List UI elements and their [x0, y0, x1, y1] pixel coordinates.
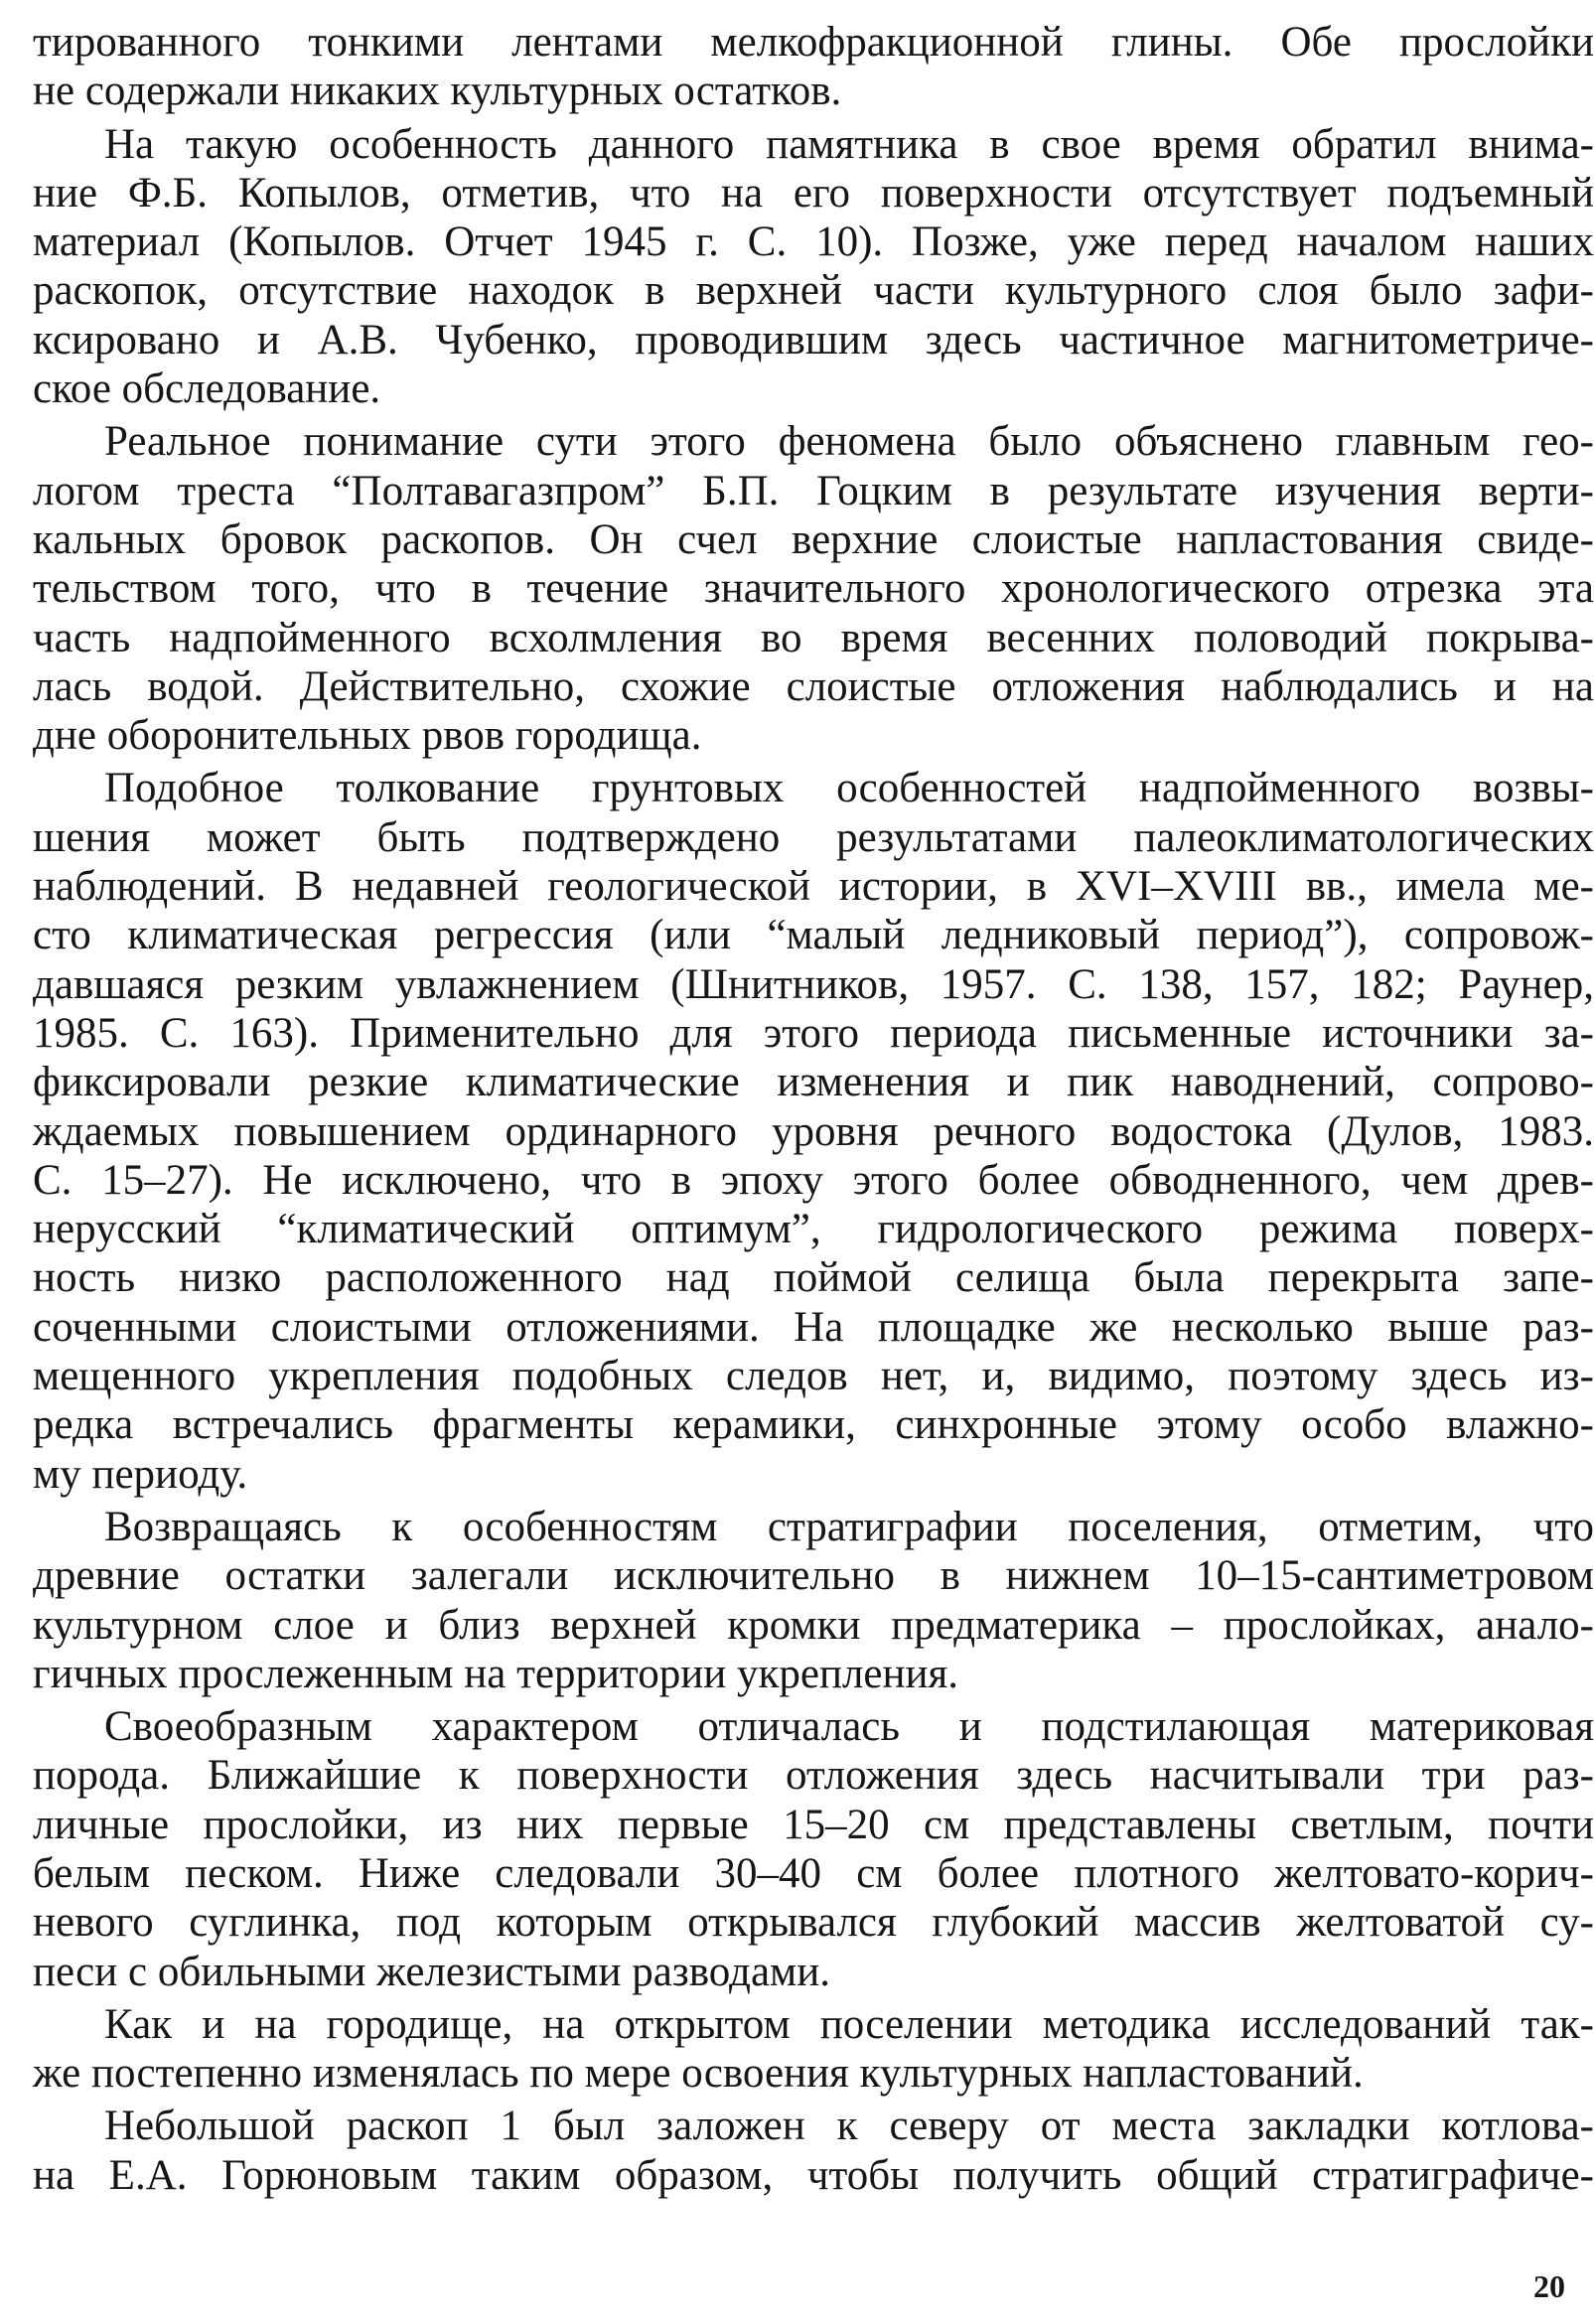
text-line: тельством того, что в течение значительного хронологического отрезка эта [33, 565, 1594, 613]
text-line: ское обследование. [33, 365, 381, 413]
paragraph-7 [33, 2000, 1594, 2099]
paragraph-5 [33, 1503, 1594, 1698]
text-line: невого суглинка, под которым открывался глубокий массив желтоватой су- [33, 1899, 1594, 1947]
text-line: му периоду. [33, 1450, 248, 1498]
text-line: Небольшой раскоп 1 был заложен к северу от места закладки котлова- [104, 2103, 1594, 2150]
paragraph-3 [33, 417, 1594, 760]
paragraph-4 [33, 764, 1594, 1498]
text-line: сто климатическая регрессия (или “малый ледниковый период”), сопровож- [33, 912, 1594, 959]
text-line: же постепенно изменялась по мере освоения культурных напластований. [33, 2050, 1364, 2098]
text-line: белым песком. Ниже следовали 30–40 см более плотного желтовато-корич- [33, 1849, 1594, 1897]
paragraph-2 [33, 120, 1594, 414]
page-number: 20 [1533, 2268, 1565, 2304]
text-line: Реальное понимание сути этого феномена было объяснено главным гео- [104, 418, 1594, 466]
text-line: культурном слое и близ верхней кромки предматерика – прослойках, анало- [33, 1601, 1594, 1649]
text-line: наблюдений. В недавней геологической истории, в XVI–XVIII вв., имела ме- [33, 863, 1594, 911]
text-line: древние остатки залегали исключительно в нижнем 10–15-сантиметровом [33, 1552, 1594, 1600]
text-line: раскопок, отсутствие находок в верхней части культурного слоя было зафи- [33, 267, 1594, 315]
text-line: песи с обильными железистыми разводами. [33, 1948, 830, 1995]
text-line: дне оборонительных рвов городища. [33, 712, 702, 760]
text-line: нерусский “климатический оптимум”, гидрологического режима поверх- [33, 1206, 1594, 1253]
text-line: соченными слоистыми отложениями. На площадке же несколько выше раз- [33, 1303, 1594, 1351]
text-line: ксировано и А.В. Чубенко, проводившим здесь частичное магнитометриче- [33, 316, 1594, 363]
text-line: Подобное толкование грунтовых особенностей надпойменного возвы- [104, 765, 1594, 812]
text-line: шения может быть подтверждено результатами палеоклиматологических [33, 813, 1594, 861]
text-line: не содержали никаких культурных остатков. [33, 68, 842, 115]
text-line: логом треста “Полтавагазпром” Б.П. Гоцким в результате изучения верти- [33, 467, 1594, 514]
text-line: часть надпойменного всхолмления во время весенних половодий покрыва- [33, 614, 1594, 661]
text-line: На такую особенность данного памятника в свое время обратил внима- [104, 120, 1594, 168]
text-line: Как и на городище, на открытом поселении методика исследований так- [104, 2000, 1594, 2048]
text-line: тированного тонкими лентами мелкофракционной глины. Обе прослойки [33, 19, 1594, 66]
text-line: личные прослойки, из них первые 15–20 см представлены светлым, почти [33, 1801, 1594, 1848]
text-line: кальных бровок раскопов. Он счел верхние слоистые напластования свиде- [33, 515, 1594, 563]
text-line: Возвращаясь к особенностям стратиграфии поселения, отметим, что [104, 1503, 1594, 1550]
text-line: С. 15–27). Не исключено, что в эпоху этого более обводненного, чем древ- [33, 1156, 1594, 1204]
text-line: редка встречались фрагменты керамики, синхронные этому особо влажно- [33, 1401, 1594, 1449]
text-line: фиксировали резкие климатические изменения и пик наводнений, сопрово- [33, 1059, 1594, 1106]
text-line: лась водой. Действительно, схожие слоистые отложения наблюдались и на [33, 662, 1594, 710]
text-line: материал (Копылов. Отчет 1945 г. С. 10). Позже, уже перед началом наших [33, 218, 1594, 266]
text-line: ность низко расположенного над поймой селища была перекрыта запе- [33, 1254, 1594, 1302]
paragraph-1 [33, 18, 1594, 116]
text-line: на Е.А. Горюновым таким образом, чтобы получить общий стратиграфиче- [33, 2151, 1594, 2199]
text-line: 1985. С. 163). Применительно для этого периода письменные источники за- [33, 1009, 1594, 1057]
text-line: порода. Ближайшие к поверхности отложения здесь насчитывали три раз- [33, 1752, 1594, 1800]
text-line: мещенного укрепления подобных следов нет, и, видимо, поэтому здесь из- [33, 1353, 1594, 1400]
paragraph-6 [33, 1702, 1594, 1996]
text-line: ние Ф.Б. Копылов, отметив, что на его поверхности отсутствует подъемный [33, 169, 1594, 217]
text-line: давшаяся резким увлажнением (Шнитников, 1957. С. 138, 157, 182; Раунер, [33, 960, 1594, 1008]
text-line: Своеобразным характером отличалась и подстилающая материковая [104, 1703, 1594, 1751]
text-line: ждаемых повышением ординарного уровня речного водостока (Дулов, 1983. [33, 1107, 1594, 1155]
page-body [33, 18, 1594, 2204]
text-line: гичных прослеженным на территории укрепления. [33, 1650, 959, 1697]
paragraph-8 [33, 2102, 1594, 2200]
